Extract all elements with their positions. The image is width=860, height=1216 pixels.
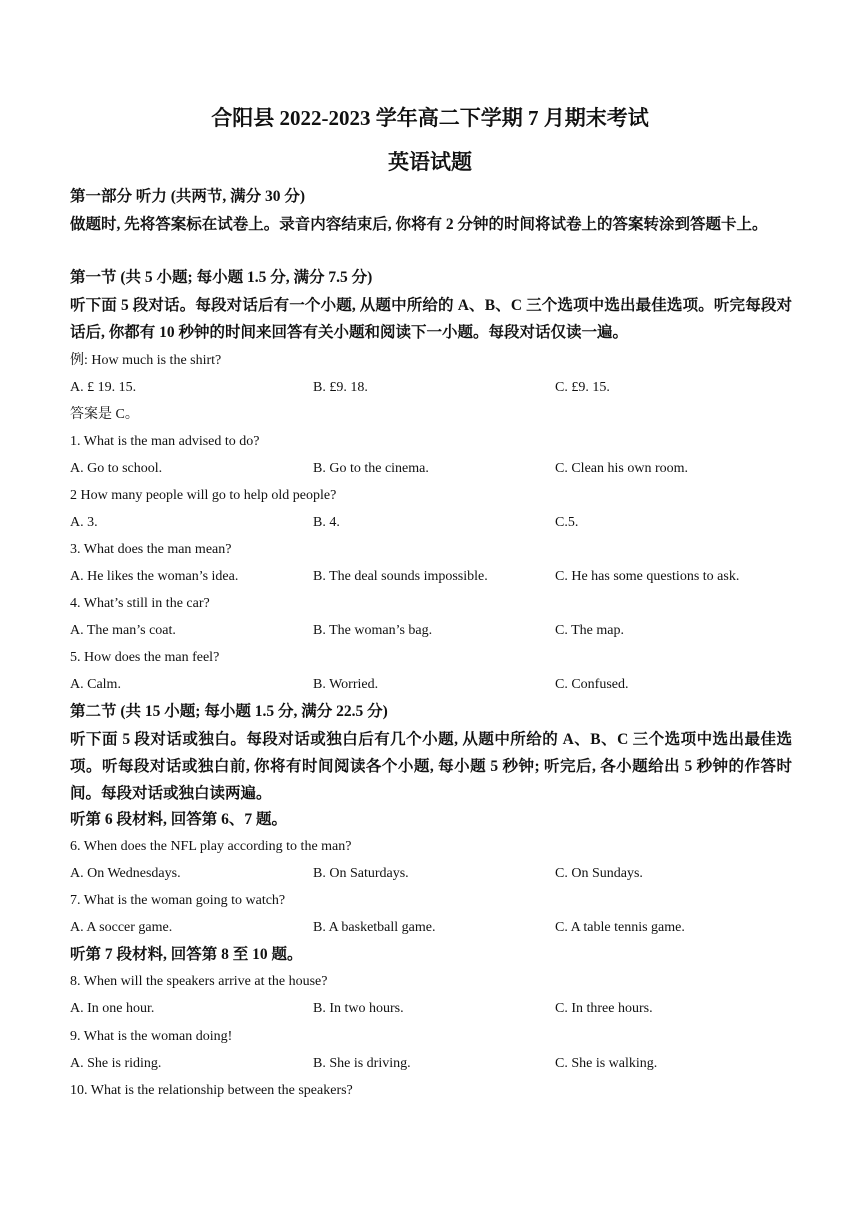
- material6-heading: 听第 6 段材料, 回答第 6、7 题。: [70, 811, 288, 828]
- example-option-a: A. £ 19. 15.: [70, 380, 137, 395]
- question-3: 3. What does the man mean?: [70, 542, 232, 557]
- question-2: 2 How many people will go to help old people?: [70, 488, 337, 503]
- q5-option-c: C. Confused.: [555, 677, 629, 692]
- q8-option-c: C. In three hours.: [555, 1001, 653, 1016]
- q2-option-c: C.5.: [555, 515, 579, 530]
- q3-option-c: C. He has some questions to ask.: [555, 569, 740, 584]
- q7-option-a: A. A soccer game.: [70, 920, 173, 935]
- exam-title: 合阳县 2022-2023 学年高二下学期 7 月期末考试: [211, 106, 649, 130]
- question-1: 1. What is the man advised to do?: [70, 434, 260, 449]
- q9-option-a: A. She is riding.: [70, 1056, 162, 1071]
- q6-option-b: B. On Saturdays.: [313, 866, 409, 881]
- q1-option-b: B. Go to the cinema.: [313, 461, 429, 476]
- q5-option-a: A. Calm.: [70, 677, 121, 692]
- question-6: 6. When does the NFL play according to the man?: [70, 839, 352, 854]
- section1-heading: 第一节 (共 5 小题; 每小题 1.5 分, 满分 7.5 分): [70, 269, 373, 286]
- q6-option-c: C. On Sundays.: [555, 866, 643, 881]
- example-question: 例: How much is the shirt?: [70, 353, 222, 368]
- question-7: 7. What is the woman going to watch?: [70, 893, 286, 908]
- question-4: 4. What’s still in the car?: [70, 596, 210, 611]
- part1-instructions: 做题时, 先将答案标在试卷上。录音内容结束后, 你将有 2 分钟的时间将试卷上的答案转涂到答题卡上。: [70, 216, 768, 233]
- q1-option-a: A. Go to school.: [70, 461, 163, 476]
- exam-subtitle: 英语试题: [388, 150, 472, 174]
- section2-heading: 第二节 (共 15 小题; 每小题 1.5 分, 满分 22.5 分): [70, 703, 388, 720]
- q8-option-a: A. In one hour.: [70, 1001, 155, 1016]
- example-option-b: B. £9. 18.: [313, 380, 368, 395]
- section2-instructions: 听下面 5 段对话或独白。每段对话或独白后有几个小题, 从题中所给的 A、B、C 三个选项中选出最佳选项。听每段对话或独白前, 你将有时间阅读各个小题, 每小题 5 秒钟; 听完后, 各小题给出 5 秒钟的作答时间。每段对话或独白读两遍。: [70, 731, 792, 802]
- q7-option-c: C. A table tennis game.: [555, 920, 685, 935]
- q4-option-b: B. The woman’s bag.: [313, 623, 433, 638]
- question-5: 5. How does the man feel?: [70, 650, 220, 665]
- question-8: 8. When will the speakers arrive at the house?: [70, 974, 328, 989]
- question-9: 9. What is the woman doing!: [70, 1029, 233, 1044]
- material7-heading: 听第 7 段材料, 回答第 8 至 10 题。: [70, 946, 303, 963]
- q3-option-a: A. He likes the woman’s idea.: [70, 569, 239, 584]
- q5-option-b: B. Worried.: [313, 677, 379, 692]
- section1-instructions: 听下面 5 段对话。每段对话后有一个小题, 从题中所给的 A、B、C 三个选项中选出最佳选项。听完每段对话后, 你都有 10 秒钟的时间来回答有关小题和阅读下一小题。每段对话仅读一遍。: [70, 297, 792, 341]
- q9-option-c: C. She is walking.: [555, 1056, 658, 1071]
- q1-option-c: C. Clean his own room.: [555, 461, 688, 476]
- example-option-c: C. £9. 15.: [555, 380, 610, 395]
- q9-option-b: B. She is driving.: [313, 1056, 411, 1071]
- question-10: 10. What is the relationship between the speakers?: [70, 1083, 353, 1098]
- q4-option-a: A. The man’s coat.: [70, 623, 176, 638]
- q3-option-b: B. The deal sounds impossible.: [313, 569, 488, 584]
- q2-option-b: B. 4.: [313, 515, 340, 530]
- q2-option-a: A. 3.: [70, 515, 98, 530]
- part1-heading: 第一部分 听力 (共两节, 满分 30 分): [70, 188, 306, 205]
- q6-option-a: A. On Wednesdays.: [70, 866, 181, 881]
- q7-option-b: B. A basketball game.: [313, 920, 436, 935]
- q4-option-c: C. The map.: [555, 623, 624, 638]
- example-answer: 答案是 C。: [70, 407, 139, 422]
- q8-option-b: B. In two hours.: [313, 1001, 404, 1016]
